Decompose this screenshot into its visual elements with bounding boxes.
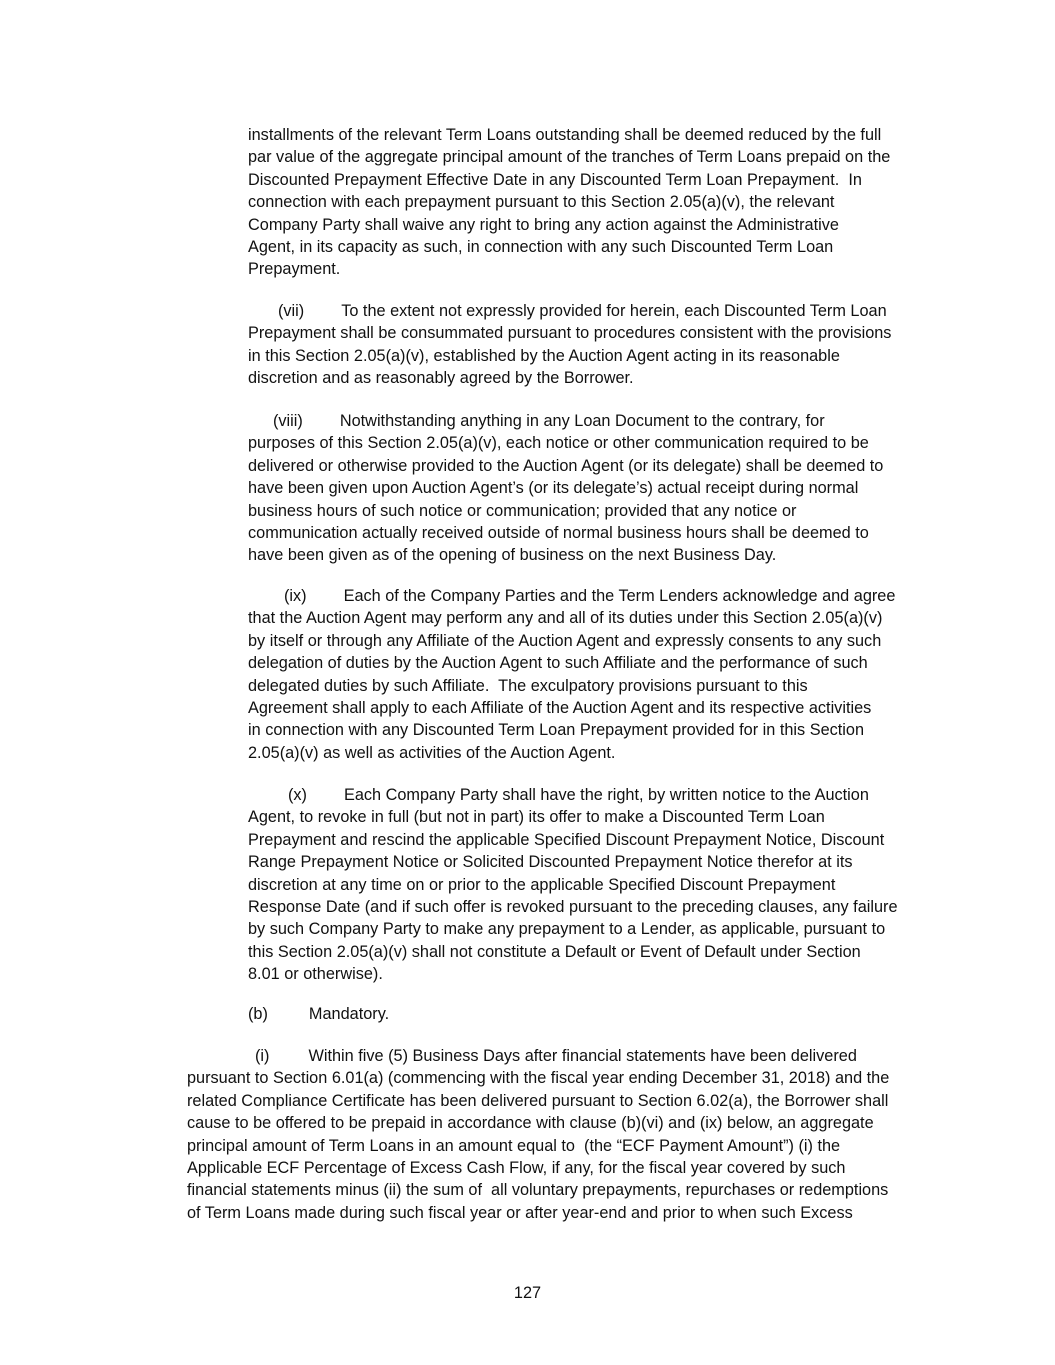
intro-paragraph: installments of the relevant Term Loans outstanding shall be deemed reduced by the full par value of the aggregate principal amount of the tranches of Term Loans prepaid on the Discounted Prepayment Effective Date in any Discounted Term Loan Prepayment. In connection with each prepayment pursuant to this Section 2.05(a)(v), the relevant Company Party shall waive any right to bring any action against the Administrative Agent, in its capacity as such, in connection with any such Discounted Term Loan Prepayment. — [248, 126, 891, 279]
clause-viii-text: Notwithstanding anything in any Loan Document to the contrary, for purposes of this Section 2.05(a)(v), each notice or other communication required to be delivered or otherwise provided to the Auction Agent (or its delegate) shall be deemed to have been given upon Auction Agent’s (or its delegate’s) actual receipt during normal business hours of such notice or communication; provided that any notice or communication actually received outside of normal business hours shall be deemed to have been given as of the opening of business on the next Business Day. — [248, 412, 884, 565]
clause-ix — [248, 585, 938, 764]
clause-vii-number: (vii) — [278, 302, 305, 320]
clause-viii — [248, 410, 938, 567]
clause-ix-text: Each of the Company Parties and the Term Lenders acknowledge and agree that the Auction Agent may perform any and all of its duties under this Section 2.05(a)(v) by itself or through any Affiliate of the Auction Agent and expressly consents to any such delegation of duties by the Auction Agent to such Affiliate and the performance of such delegated duties by such Affiliate. The exculpatory provisions pursuant to this Agreement shall apply to each Affiliate of the Auction Agent and its respective activities in connection with any Discounted Term Loan Prepayment provided for in this Section 2.05(a)(v) as well as activities of the Auction Agent. — [248, 587, 896, 762]
clause-x-text: Each Company Party shall have the right, by written notice to the Auction Agent, to revoke in full (but not in part) its offer to make a Discounted Term Loan Prepayment and rescind the applicable Specified Discount Prepayment Notice, Discount Range Prepayment Notice or Solicited Discounted Prepayment Notice therefor at its discretion at any time on or prior to the applicable Specified Discount Prepayment Response Date (and if such offer is revoked pursuant to the preceding clauses, any failure by such Company Party to make any prepayment to a Lender, as applicable, pursuant to this Section 2.05(a)(v) shall not constitute a Default or Event of Default under Section 8.01 or otherwise). — [248, 786, 898, 984]
clause-b-heading: Mandatory. — [308, 1005, 390, 1023]
clause-x-number: (x) — [288, 786, 307, 804]
clause-b-number: (b) — [248, 1005, 268, 1023]
clause-i-number: (i) — [255, 1047, 270, 1065]
clause-ix-number: (ix) — [284, 587, 307, 605]
page-number: 127 — [513, 1284, 542, 1302]
clause-vii — [248, 300, 938, 390]
clause-i — [187, 1045, 937, 1224]
clause-x — [248, 784, 938, 986]
clause-vii-text: To the extent not expressly provided for herein, each Discounted Term Loan Prepayment shall be consummated pursuant to procedures consistent with the provisions in this Section 2.05(a)(v), established by the Auction Agent acting in its reasonable discretion and as reasonably agreed by the Borrower. — [248, 302, 892, 388]
clause-i-text: Within five (5) Business Days after financial statements have been delivered pursuant to Section 6.01(a) (commencing with the fiscal year ending December 31, 2018) and the related Compliance Certificate has been delivered pursuant to Section 6.02(a), the Borrower shall cause to be offered to be prepaid in accordance with clause (b)(vi) and (ix) below, an aggregate principal amount of Term Loans in an amount equal to (the “ECF Payment Amount”) (i) the Applicable ECF Percentage of Excess Cash Flow, if any, for the fiscal year covered by such financial statements minus (ii) the sum of all voluntary prepayments, repurchases or redemptions of Term Loans made during such fiscal year or after year-end and prior to when such Excess — [187, 1047, 890, 1222]
clause-b — [248, 1003, 938, 1025]
clause-viii-number: (viii) — [273, 412, 303, 430]
